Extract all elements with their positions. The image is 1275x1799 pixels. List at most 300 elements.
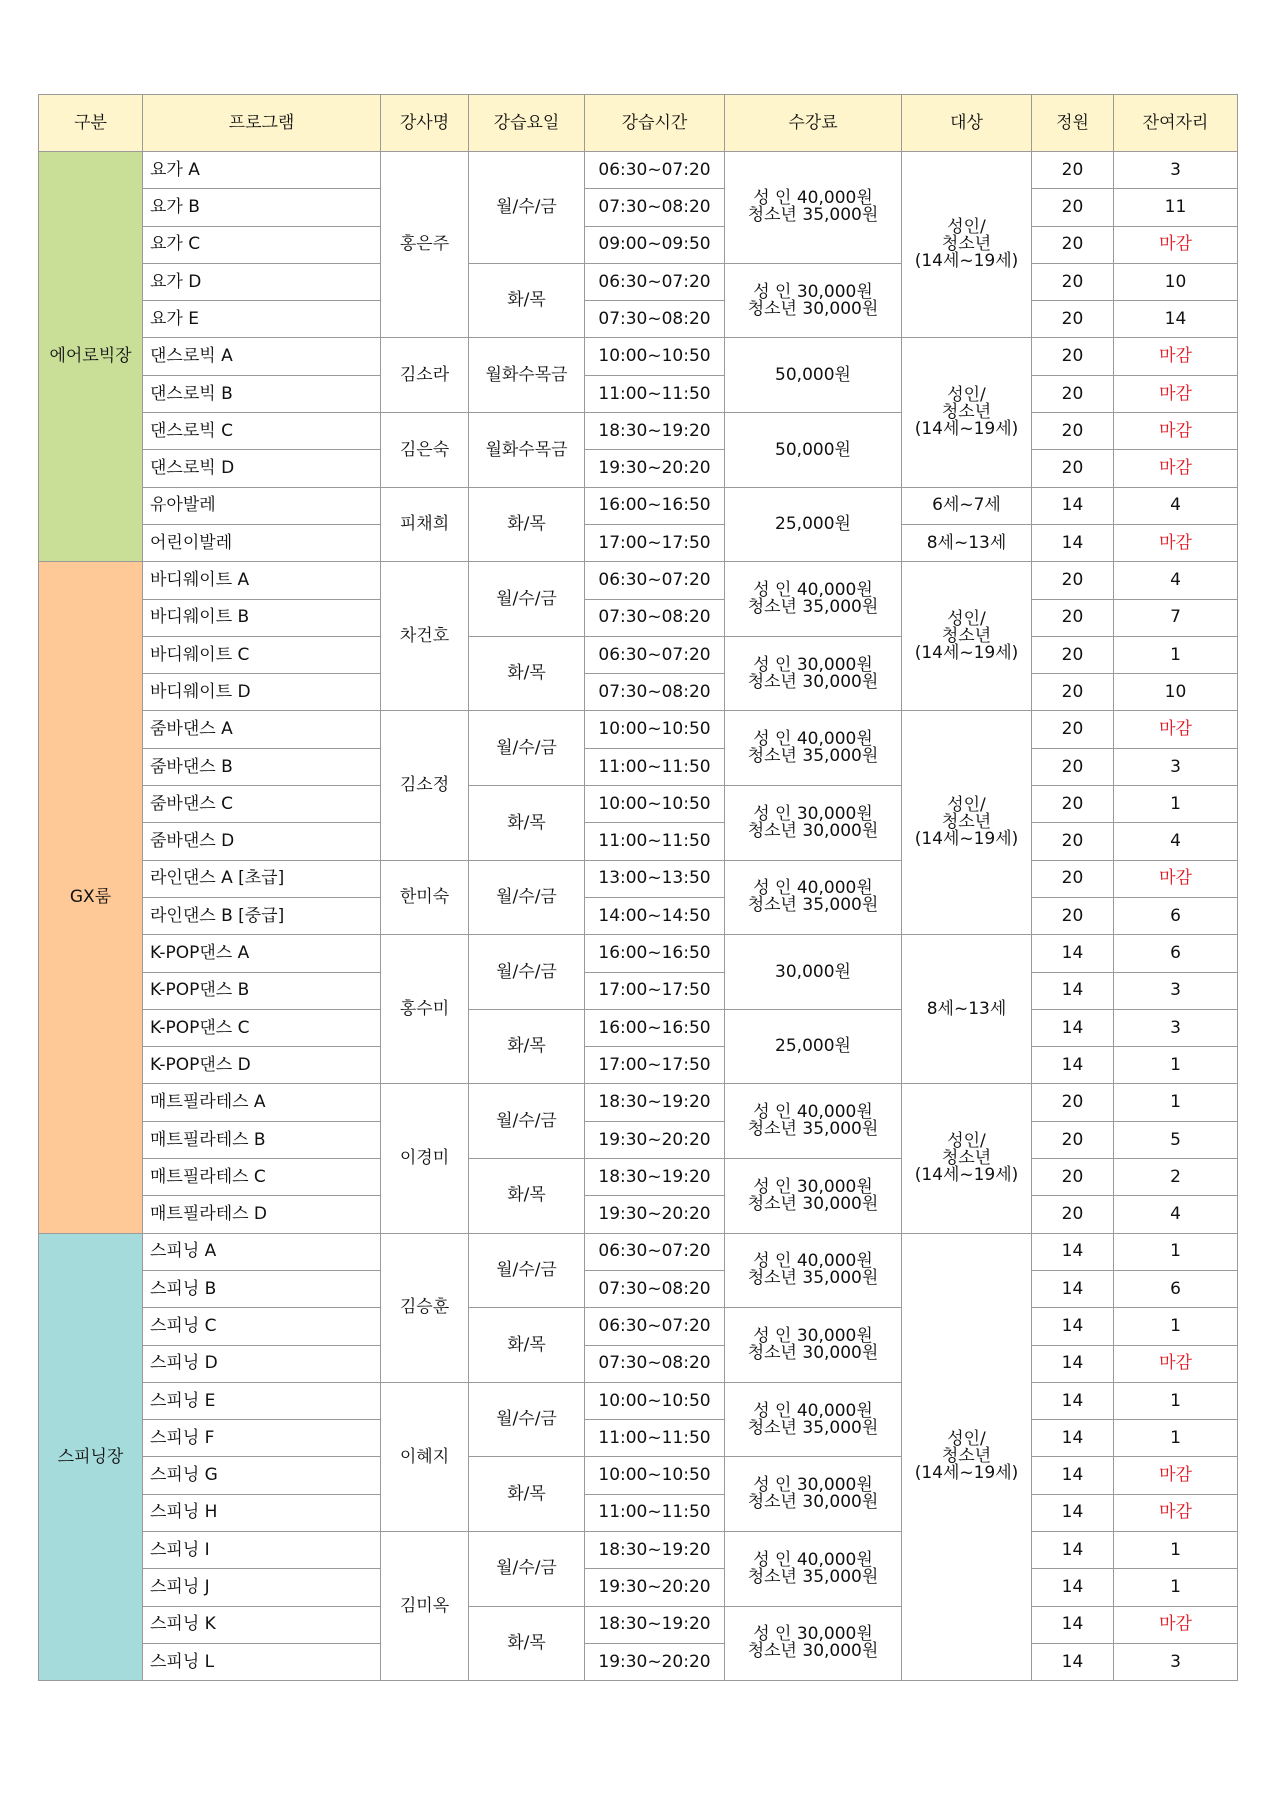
program-cell: 스피닝 L [143,1643,381,1680]
days-cell: 월/수/금 [469,1382,585,1457]
capacity-cell: 20 [1032,636,1114,673]
time-cell: 19:30~20:20 [585,450,725,487]
program-cell: 요가 C [143,226,381,263]
capacity-cell: 14 [1032,1270,1114,1307]
program-cell: 바디웨이트 B [143,599,381,636]
capacity-cell: 20 [1032,599,1114,636]
table-row [39,524,1238,561]
time-cell: 16:00~16:50 [585,487,725,524]
fee-cell [725,860,902,935]
line-text: 청소년 30,000원 [747,671,879,692]
capacity-cell: 14 [1032,524,1114,561]
line-text: 성인/ [947,217,986,238]
capacity-cell: 14 [1032,1569,1114,1606]
target-cell [902,562,1032,711]
table-row [39,1569,1238,1606]
capacity-cell: 20 [1032,674,1114,711]
instructor-cell: 차건호 [381,562,469,711]
fee-cell [725,1159,902,1234]
capacity-cell: 20 [1032,1084,1114,1121]
program-cell: K-POP댄스 B [143,972,381,1009]
line-text: 성 인 40,000원 [753,1102,873,1123]
program-cell: K-POP댄스 D [143,1047,381,1084]
program-cell: 스피닝 K [143,1606,381,1643]
program-cell: 요가 D [143,263,381,300]
capacity-cell: 14 [1032,972,1114,1009]
time-cell: 11:00~11:50 [585,1420,725,1457]
capacity-cell: 14 [1032,487,1114,524]
time-cell: 16:00~16:50 [585,935,725,972]
instructor-cell: 김은숙 [381,413,469,488]
line-text: 청소년 35,000원 [747,597,879,618]
days-cell: 화/목 [469,487,585,562]
remaining-cell: 10 [1114,674,1238,711]
time-cell: 06:30~07:20 [585,562,725,599]
line-text: 청소년 35,000원 [747,1119,879,1140]
table-row [39,860,1238,897]
remaining-cell: 2 [1114,1159,1238,1196]
remaining-cell: 3 [1114,748,1238,785]
program-cell: 스피닝 E [143,1382,381,1419]
table-row [39,1121,1238,1158]
remaining-cell: 1 [1114,1420,1238,1457]
time-cell: 17:00~17:50 [585,972,725,1009]
line-text: 성인/ [947,608,986,629]
days-cell: 월/수/금 [469,562,585,637]
line-text: 성 인 40,000원 [753,188,873,209]
capacity-cell: 14 [1032,1531,1114,1568]
fee-cell [725,1308,902,1383]
days-cell: 월/수/금 [469,1531,585,1606]
program-cell: 라인댄스 A [초급] [143,860,381,897]
line-text: 성 인 30,000원 [753,1326,873,1346]
program-cell: K-POP댄스 A [143,935,381,972]
target-cell: 8세~13세 [902,524,1032,561]
time-cell: 18:30~19:20 [585,1084,725,1121]
program-cell: 매트필라테스 D [143,1196,381,1233]
days-cell: 월/수/금 [469,1233,585,1308]
header-row [39,95,1238,152]
table-row [39,1531,1238,1568]
table-row [39,599,1238,636]
time-cell: 14:00~14:50 [585,897,725,934]
line-text: 청소년 30,000원 [747,298,879,319]
table-row [39,562,1238,599]
table-row [39,1457,1238,1494]
program-cell: 어린이발레 [143,524,381,561]
fee-cell [725,1457,902,1532]
remaining-cell: 마감 [1114,711,1238,748]
program-cell: 스피닝 G [143,1457,381,1494]
line-text: 성 인 30,000원 [753,1624,873,1645]
days-cell: 화/목 [469,636,585,711]
time-cell: 19:30~20:20 [585,1121,725,1158]
table-row [39,897,1238,934]
capacity-cell: 20 [1032,338,1114,375]
remaining-cell: 14 [1114,301,1238,338]
target-cell: 6세~7세 [902,487,1032,524]
line-text: (14세~19세) [914,829,1019,850]
remaining-cell: 1 [1114,1531,1238,1568]
remaining-cell: 6 [1114,897,1238,934]
capacity-cell: 20 [1032,375,1114,412]
time-cell: 10:00~10:50 [585,1457,725,1494]
table-row [39,823,1238,860]
fee-cell [725,636,902,711]
capacity-cell: 20 [1032,897,1114,934]
program-cell: 매트필라테스 A [143,1084,381,1121]
time-cell: 07:30~08:20 [585,599,725,636]
line-text: 청소년 30,000원 [747,1193,879,1214]
fee-cell [725,711,902,786]
line-text: 성 인 30,000원 [753,281,873,302]
time-cell: 17:00~17:50 [585,524,725,561]
remaining-cell: 마감 [1114,1494,1238,1531]
line-text: 청소년 [941,234,992,255]
capacity-cell: 14 [1032,1047,1114,1084]
header-instructor: 강사명 [381,95,469,152]
time-cell: 10:00~10:50 [585,1382,725,1419]
header-days: 강습요일 [469,95,585,152]
instructor-cell: 피채희 [381,487,469,562]
line-text: 성인/ [947,1131,986,1152]
capacity-cell: 14 [1032,1457,1114,1494]
remaining-cell: 1 [1114,786,1238,823]
fee-cell [725,562,902,637]
table-row [39,1009,1238,1046]
capacity-cell: 20 [1032,786,1114,823]
header-remaining: 잔여자리 [1114,95,1238,152]
days-cell: 월화수목금 [469,413,585,488]
program-cell: 댄스로빅 A [143,338,381,375]
instructor-cell: 이경미 [381,1084,469,1233]
table-row [39,226,1238,263]
program-cell: 스피닝 J [143,1569,381,1606]
days-cell: 월/수/금 [469,152,585,264]
remaining-cell: 6 [1114,935,1238,972]
days-cell: 화/목 [469,1159,585,1234]
capacity-cell: 20 [1032,748,1114,785]
days-cell: 월/수/금 [469,711,585,786]
remaining-cell: 6 [1114,1270,1238,1307]
header-capacity: 정원 [1032,95,1114,152]
days-cell: 화/목 [469,1009,585,1084]
capacity-cell: 20 [1032,301,1114,338]
instructor-cell: 김소라 [381,338,469,413]
table-row [39,1047,1238,1084]
remaining-cell: 1 [1114,1047,1238,1084]
capacity-cell: 20 [1032,1159,1114,1196]
time-cell: 11:00~11:50 [585,823,725,860]
line-text: 성 인 40,000원 [753,1400,873,1421]
table-row [39,1420,1238,1457]
table-row [39,263,1238,300]
time-cell: 06:30~07:20 [585,636,725,673]
class-schedule-table [38,94,1238,1681]
days-cell: 월/수/금 [469,1084,585,1159]
program-cell: 라인댄스 B [중급] [143,897,381,934]
line-text: 청소년 30,000원 [747,1343,879,1363]
fee-cell [725,263,902,338]
table-row [39,1233,1238,1270]
remaining-cell: 마감 [1114,450,1238,487]
capacity-cell: 14 [1032,1643,1114,1680]
time-cell: 10:00~10:50 [585,786,725,823]
remaining-cell: 1 [1114,636,1238,673]
program-cell: 유아발레 [143,487,381,524]
program-cell: 매트필라테스 C [143,1159,381,1196]
capacity-cell: 20 [1032,860,1114,897]
remaining-cell: 1 [1114,1569,1238,1606]
remaining-cell: 4 [1114,562,1238,599]
category-cell: 스피닝장 [39,1233,143,1681]
program-cell: 스피닝 H [143,1494,381,1531]
line-text: 성 인 40,000원 [753,878,873,899]
time-cell: 19:30~20:20 [585,1196,725,1233]
remaining-cell: 마감 [1114,1457,1238,1494]
table-row [39,450,1238,487]
capacity-cell: 20 [1032,263,1114,300]
line-text: 청소년 35,000원 [747,895,879,916]
line-text: 청소년 [941,625,992,646]
time-cell: 07:30~08:20 [585,1270,725,1307]
time-cell: 10:00~10:50 [585,711,725,748]
program-cell: 스피닝 I [143,1531,381,1568]
line-text: 성 인 30,000원 [753,654,873,675]
capacity-cell: 14 [1032,1494,1114,1531]
time-cell: 07:30~08:20 [585,189,725,226]
remaining-cell: 3 [1114,1643,1238,1680]
line-text: 성 인 30,000원 [753,1176,873,1197]
line-text: 청소년 [941,1446,992,1467]
remaining-cell: 마감 [1114,860,1238,897]
line-text: 성 인 30,000원 [753,1475,873,1496]
fee-cell [725,786,902,861]
fee-cell: 50,000원 [725,338,902,413]
time-cell: 18:30~19:20 [585,1531,725,1568]
program-cell: 댄스로빅 D [143,450,381,487]
header-time: 강습시간 [585,95,725,152]
line-text: (14세~19세) [914,642,1019,663]
time-cell: 06:30~07:20 [585,1308,725,1345]
target-cell [902,152,1032,338]
remaining-cell: 4 [1114,487,1238,524]
program-cell: 스피닝 B [143,1270,381,1307]
fee-cell [725,1233,902,1308]
table-row [39,972,1238,1009]
instructor-cell: 김소정 [381,711,469,860]
capacity-cell: 20 [1032,189,1114,226]
line-text: (14세~19세) [914,1463,1019,1484]
line-text: 청소년 35,000원 [747,746,879,767]
time-cell: 18:30~19:20 [585,1159,725,1196]
fee-cell: 30,000원 [725,935,902,1010]
time-cell: 19:30~20:20 [585,1643,725,1680]
table-row [39,1159,1238,1196]
line-text: 청소년 [941,812,992,833]
program-cell: 바디웨이트 C [143,636,381,673]
line-text: (14세~19세) [914,251,1019,272]
line-text: 성인/ [947,795,986,816]
table-row [39,301,1238,338]
line-text: 성인/ [947,385,986,406]
remaining-cell: 1 [1114,1084,1238,1121]
table-row [39,1345,1238,1382]
program-cell: 댄스로빅 C [143,413,381,450]
time-cell: 19:30~20:20 [585,1569,725,1606]
instructor-cell: 김승훈 [381,1233,469,1382]
capacity-cell: 14 [1032,1420,1114,1457]
instructor-cell: 이혜지 [381,1382,469,1531]
table-row [39,338,1238,375]
remaining-cell: 마감 [1114,413,1238,450]
header-program: 프로그램 [143,95,381,152]
time-cell: 18:30~19:20 [585,1606,725,1643]
target-cell [902,1084,1032,1233]
capacity-cell: 20 [1032,562,1114,599]
fee-cell: 25,000원 [725,1009,902,1084]
line-text: 청소년 30,000원 [747,1641,879,1662]
fee-cell: 50,000원 [725,413,902,488]
table-row [39,152,1238,189]
capacity-cell: 14 [1032,1233,1114,1270]
table-row [39,1606,1238,1643]
instructor-cell: 홍은주 [381,152,469,338]
table-row [39,1270,1238,1307]
remaining-cell: 4 [1114,1196,1238,1233]
program-cell: 스피닝 A [143,1233,381,1270]
remaining-cell: 7 [1114,599,1238,636]
table-row [39,786,1238,823]
program-cell: K-POP댄스 C [143,1009,381,1046]
time-cell: 10:00~10:50 [585,338,725,375]
time-cell: 17:00~17:50 [585,1047,725,1084]
table-row [39,413,1238,450]
line-text: 성 인 40,000원 [753,729,873,750]
capacity-cell: 14 [1032,1606,1114,1643]
program-cell: 바디웨이트 A [143,562,381,599]
capacity-cell: 20 [1032,823,1114,860]
table-row [39,1196,1238,1233]
remaining-cell: 1 [1114,1308,1238,1345]
time-cell: 07:30~08:20 [585,301,725,338]
remaining-cell: 3 [1114,972,1238,1009]
program-cell: 댄스로빅 B [143,375,381,412]
table-row [39,1308,1238,1345]
program-cell: 스피닝 D [143,1345,381,1382]
capacity-cell: 14 [1032,1345,1114,1382]
instructor-cell: 김미옥 [381,1531,469,1680]
days-cell: 월/수/금 [469,860,585,935]
remaining-cell: 마감 [1114,338,1238,375]
line-text: 성 인 40,000원 [753,1251,873,1272]
days-cell: 화/목 [469,1606,585,1681]
program-cell: 매트필라테스 B [143,1121,381,1158]
time-cell: 11:00~11:50 [585,748,725,785]
target-cell: 8세~13세 [902,935,1032,1084]
time-cell: 06:30~07:20 [585,152,725,189]
line-text: 청소년 35,000원 [747,1417,879,1438]
header-fee: 수강료 [725,95,902,152]
remaining-cell: 4 [1114,823,1238,860]
time-cell: 18:30~19:20 [585,413,725,450]
fee-cell [725,1382,902,1457]
program-cell: 줌바댄스 D [143,823,381,860]
days-cell: 월화수목금 [469,338,585,413]
program-cell: 요가 E [143,301,381,338]
time-cell: 07:30~08:20 [585,1345,725,1382]
program-cell: 스피닝 C [143,1308,381,1345]
capacity-cell: 20 [1032,152,1114,189]
fee-cell [725,152,902,264]
line-text: 성인/ [947,1429,986,1450]
days-cell: 화/목 [469,1308,585,1383]
program-cell: 줌바댄스 B [143,748,381,785]
line-text: 청소년 [941,1148,992,1169]
fee-cell [725,1084,902,1159]
target-cell [902,338,1032,487]
instructor-cell: 한미숙 [381,860,469,935]
remaining-cell: 마감 [1114,226,1238,263]
fee-cell [725,1531,902,1606]
fee-cell [725,1606,902,1681]
program-cell: 줌바댄스 A [143,711,381,748]
line-text: 청소년 35,000원 [747,1566,879,1587]
capacity-cell: 14 [1032,935,1114,972]
table-row [39,1494,1238,1531]
remaining-cell: 5 [1114,1121,1238,1158]
program-cell: 스피닝 F [143,1420,381,1457]
remaining-cell: 11 [1114,189,1238,226]
program-cell: 요가 B [143,189,381,226]
header-target: 대상 [902,95,1032,152]
table-row [39,935,1238,972]
days-cell: 화/목 [469,263,585,338]
capacity-cell: 20 [1032,1121,1114,1158]
days-cell: 월/수/금 [469,935,585,1010]
time-cell: 07:30~08:20 [585,674,725,711]
program-cell: 요가 A [143,152,381,189]
days-cell: 화/목 [469,1457,585,1532]
category-cell: GX룸 [39,562,143,1233]
table-row [39,375,1238,412]
days-cell: 화/목 [469,786,585,861]
line-text: 청소년 30,000원 [747,820,879,841]
program-cell: 바디웨이트 D [143,674,381,711]
table-row [39,1643,1238,1680]
remaining-cell: 1 [1114,1382,1238,1419]
remaining-cell: 3 [1114,1009,1238,1046]
line-text: 청소년 [941,402,992,423]
capacity-cell: 20 [1032,413,1114,450]
time-cell: 11:00~11:50 [585,1494,725,1531]
time-cell: 16:00~16:50 [585,1009,725,1046]
capacity-cell: 20 [1032,1196,1114,1233]
line-text: 청소년 35,000원 [747,205,879,226]
remaining-cell: 마감 [1114,524,1238,561]
table-row [39,748,1238,785]
line-text: 성 인 30,000원 [753,803,873,824]
category-cell: 에어로빅장 [39,152,143,562]
line-text: 청소년 30,000원 [747,1492,879,1513]
fee-cell: 25,000원 [725,487,902,562]
time-cell: 06:30~07:20 [585,1233,725,1270]
remaining-cell: 1 [1114,1233,1238,1270]
time-cell: 11:00~11:50 [585,375,725,412]
header-category: 구분 [39,95,143,152]
capacity-cell: 14 [1032,1009,1114,1046]
line-text: (14세~19세) [914,419,1019,440]
